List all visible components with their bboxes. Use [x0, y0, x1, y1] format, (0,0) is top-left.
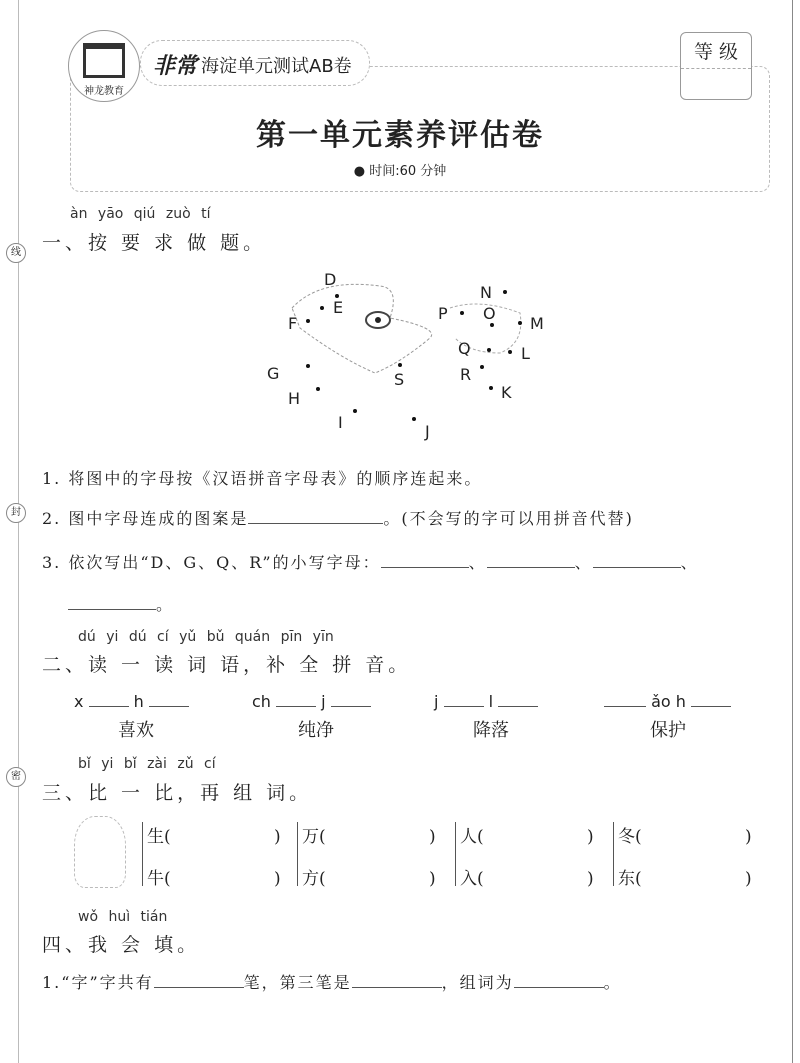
answer-blank[interactable]	[593, 551, 681, 568]
question-4-1: 1.“字”字共有 笔，第三笔是 ，组词为 。	[42, 973, 622, 992]
question-1-2: 2. 图中字母连成的图案是 。(不会写的字可以用拼音代替)	[42, 509, 634, 528]
section1-pinyin: àn yāo qiú zuò tí	[70, 206, 211, 222]
letter-g: G	[267, 364, 280, 383]
pinyin-item: x h	[74, 690, 189, 711]
grade-box	[680, 32, 752, 100]
bird-illustration	[74, 816, 126, 888]
dot-marker	[398, 363, 402, 367]
section3-heading: 三、比 一 比，再 组 词。	[42, 782, 313, 804]
dot-marker	[460, 311, 464, 315]
page-title: 第一单元素养评估卷	[256, 118, 544, 153]
answer-blank[interactable]	[487, 551, 575, 568]
letter-j: J	[425, 422, 430, 441]
dot-marker	[320, 306, 324, 310]
letter-p: P	[438, 304, 448, 323]
word: 保护	[650, 720, 686, 741]
char-pair: 万( ) 方( )	[297, 822, 436, 886]
dot-marker	[480, 365, 484, 369]
dot-marker	[306, 364, 310, 368]
section4-heading: 四、我 会 填。	[42, 934, 201, 956]
dot-marker	[489, 386, 493, 390]
dot-marker	[412, 417, 416, 421]
dot-marker	[490, 323, 494, 327]
section2-heading: 二、读 一 读 词 语，补 全 拼 音。	[42, 654, 412, 676]
series-banner	[140, 40, 370, 86]
answer-blank[interactable]	[381, 551, 469, 568]
answer-blank[interactable]	[68, 593, 156, 610]
dot-marker	[518, 321, 522, 325]
answer-blank[interactable]	[352, 971, 442, 988]
answer-blank[interactable]	[248, 507, 383, 524]
dot-marker	[316, 387, 320, 391]
word: 喜欢	[118, 720, 154, 741]
dot-marker	[487, 348, 491, 352]
question-1-3: 3. 依次写出“D、G、Q、R”的小写字母： 、 、 、	[42, 553, 699, 572]
pinyin-item: j l	[434, 690, 538, 711]
letter-h: H	[288, 389, 301, 408]
letter-q: Q	[458, 339, 471, 358]
letter-i: I	[338, 413, 343, 432]
letter-n: N	[480, 283, 492, 302]
dot-marker	[503, 290, 507, 294]
section3-pinyin: bǐ yi bǐ zài zǔ cí	[78, 756, 216, 772]
letter-l: L	[521, 344, 530, 363]
publisher-logo: 神龙教育	[68, 30, 140, 102]
question-1-3-cont: 。	[68, 592, 174, 615]
grade-label: 等 级	[681, 33, 751, 69]
dot-marker	[508, 350, 512, 354]
side-mark: 线	[6, 243, 26, 263]
word: 降落	[473, 720, 509, 741]
section2-pinyin: dú yi dú cí yǔ bǔ quán pīn yīn	[78, 629, 334, 645]
letter-k: K	[501, 383, 512, 402]
side-mark: 密	[6, 767, 26, 787]
char-pair: 冬( ) 东( )	[613, 822, 752, 886]
letter-m: M	[530, 314, 544, 333]
letter-s: S	[394, 370, 405, 389]
section1-heading: 一、按 要 求 做 题。	[42, 232, 267, 254]
answer-blank[interactable]	[154, 971, 244, 988]
side-mark: 封	[6, 503, 26, 523]
dot-marker	[306, 319, 310, 323]
series-title: 海淀单元测试AB卷	[201, 56, 352, 77]
letter-f: F	[288, 314, 298, 333]
section4-pinyin: wǒ huì tián	[78, 909, 168, 925]
brand-logo-text: 非常	[153, 54, 198, 79]
letter-d: D	[324, 270, 337, 289]
letter-e: E	[333, 298, 344, 317]
dot-picture	[280, 268, 560, 458]
pinyin-item: ǎo h	[604, 690, 731, 711]
dot-marker	[353, 409, 357, 413]
time-limit: ● 时间:60 分钟	[353, 164, 447, 179]
clock-icon: ●	[353, 164, 366, 179]
question-1-1: 1. 将图中的字母按《汉语拼音字母表》的顺序连起来。	[42, 469, 483, 488]
char-pair: 生( ) 牛( )	[142, 822, 281, 886]
answer-blank[interactable]	[514, 971, 604, 988]
pinyin-item: ch j	[252, 690, 371, 711]
letter-o: O	[483, 304, 496, 323]
char-pair: 人( ) 入( )	[455, 822, 594, 886]
letter-r: R	[460, 365, 472, 384]
word: 纯净	[298, 720, 334, 741]
gate-icon	[83, 43, 125, 78]
fish-outline-drawing	[280, 268, 560, 458]
